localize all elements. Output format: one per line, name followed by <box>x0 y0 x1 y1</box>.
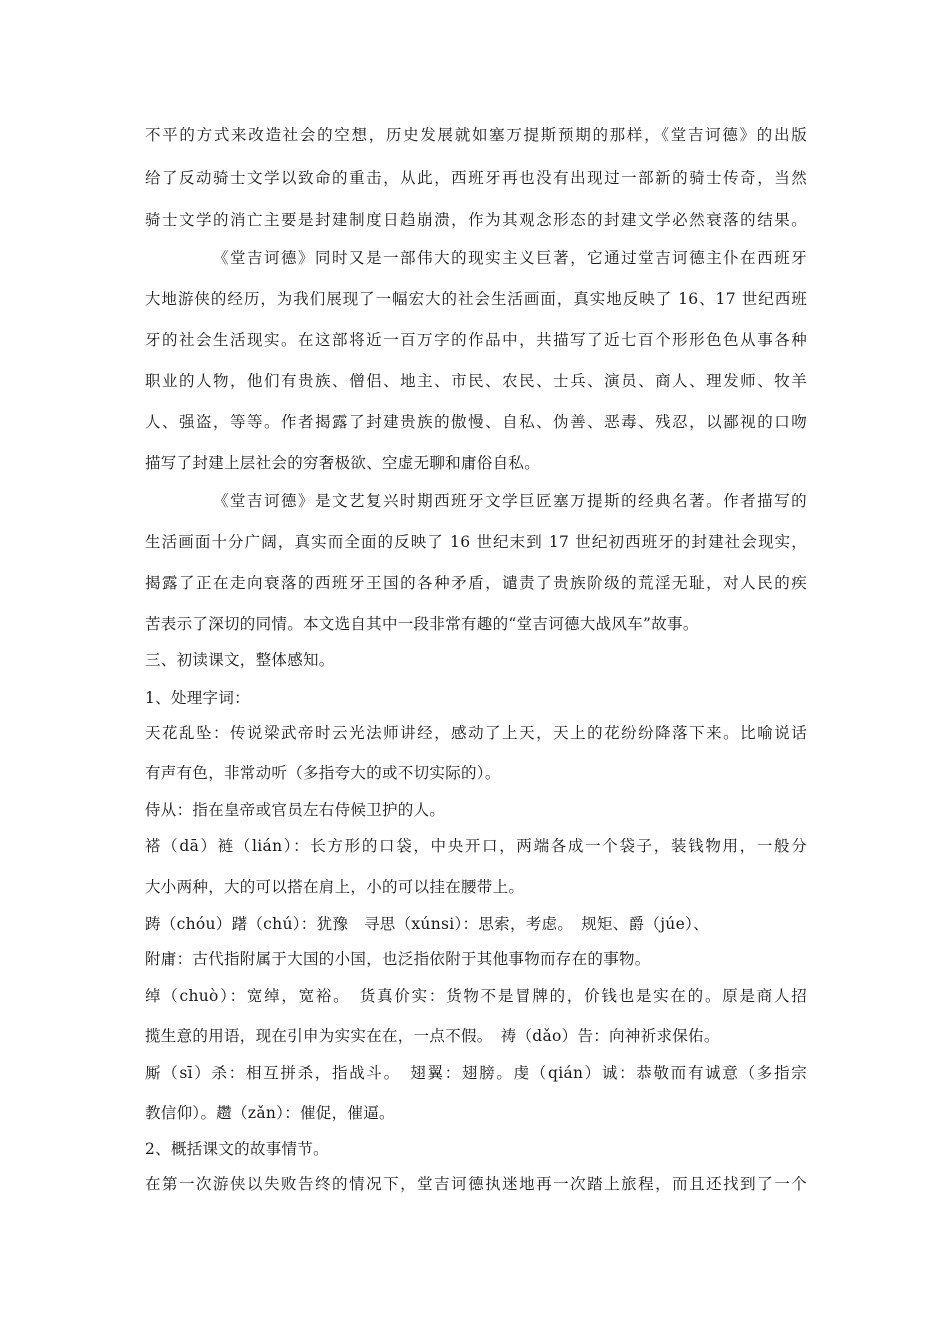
text-line: 职业的人物，他们有贵族、僧侣、地主、市民、农民、士兵、演员、商人、理发师、牧羊 <box>145 372 807 390</box>
vocab-entry: 附庸：古代指附属于大国的小国，也泛指依附于其他事物而存在的事物。 <box>145 950 651 968</box>
text-line: 描写了封建上层社会的穷奢极欲、空虚无聊和庸俗自私。 <box>145 454 541 472</box>
text-line: 苦表示了深切的同情。本文选自其中一段非常有趣的“堂吉诃德大战风车”故事。 <box>145 615 699 633</box>
text-line: 生活画面十分广阔，真实而全面的反映了 16 世纪末到 17 世纪初西班牙的封建社会现实， <box>145 533 807 551</box>
text-line: 不平的方式来改造社会的空想，历史发展就如塞万提斯预期的那样，《堂吉诃德》的出版 <box>145 126 807 144</box>
vocab-entry: 揽生意的用语，现在引申为实实在在，一点不假。 祷（dǎo）告：向神祈求保佑。 <box>145 1027 720 1045</box>
text-line: 牙的社会生活现实。在这部将近一百万字的作品中，共描写了近七百个形形色色从事各种 <box>145 331 807 349</box>
vocab-entry: 大小两种，大的可以搭在肩上，小的可以挂在腰带上。 <box>145 878 525 896</box>
paragraph-first-line: 《堂吉诃德》是文艺复兴时期西班牙文学巨匠塞万提斯的经典名著。作者描写的 <box>213 492 807 510</box>
vocab-entry: 有声有色，非常动听（多指夸大的或不切实际的）。 <box>145 764 501 782</box>
subsection-heading: 2、概括课文的故事情节。 <box>145 1140 329 1158</box>
paragraph-first-line: 《堂吉诃德》同时又是一部伟大的现实主义巨著，它通过堂吉诃德主仆在西班牙 <box>213 249 807 267</box>
text-line: 大地游侠的经历，为我们展现了一幅宏大的社会生活画面，真实地反映了 16、17 世纪西班 <box>145 290 807 308</box>
text-line: 在第一次游侠以失败告终的情况下，堂吉诃德执迷地再一次踏上旅程，而且还找到了一个 <box>145 1175 807 1193</box>
vocab-entry: 教信仰）。趱（zǎn）：催促，催逼。 <box>145 1104 395 1122</box>
subsection-heading: 1、处理字词： <box>145 689 250 707</box>
vocab-entry: 踌（chóu）躇（chú）：犹豫 寻思（xúnsi）：思索，考虑。 规矩、爵（júe）、 <box>145 915 709 933</box>
vocab-entry: 绰（chuò）：宽绰，宽裕。 货真价实：货物不是冒牌的，价钱也是实在的。原是商人招 <box>145 987 807 1005</box>
vocab-entry: 褡（dā）裢（lián）：长方形的口袋，中央开口，两端各成一个袋子，装钱物用，一般分 <box>145 837 807 855</box>
text-line: 揭露了正在走向衰落的西班牙王国的各种矛盾，谴责了贵族阶级的荒淫无耻，对人民的疾 <box>145 574 807 592</box>
vocab-entry: 厮（sī）杀：相互拼杀，指战斗。 翅翼：翅膀。虔（qián）诚：恭敬而有诚意（多指宗 <box>145 1064 807 1082</box>
vocab-entry: 天花乱坠：传说梁武帝时云光法师讲经，感动了上天，天上的花纷纷降落下来。比喻说话 <box>145 724 807 742</box>
text-line: 骑士文学的消亡主要是封建制度日趋崩溃，作为其观念形态的封建文学必然衰落的结果。 <box>145 211 807 229</box>
text-line: 给了反动骑士文学以致命的重击，从此，西班牙再也没有出现过一部新的骑士传奇，当然 <box>145 169 807 187</box>
section-heading: 三、初读课文，整体感知。 <box>145 651 335 669</box>
vocab-entry: 侍从：指在皇帝或官员左右侍候卫护的人。 <box>145 801 446 819</box>
text-line: 人、强盗，等等。作者揭露了封建贵族的傲慢、自私、伪善、恶毒、残忍，以鄙视的口吻 <box>145 413 807 431</box>
